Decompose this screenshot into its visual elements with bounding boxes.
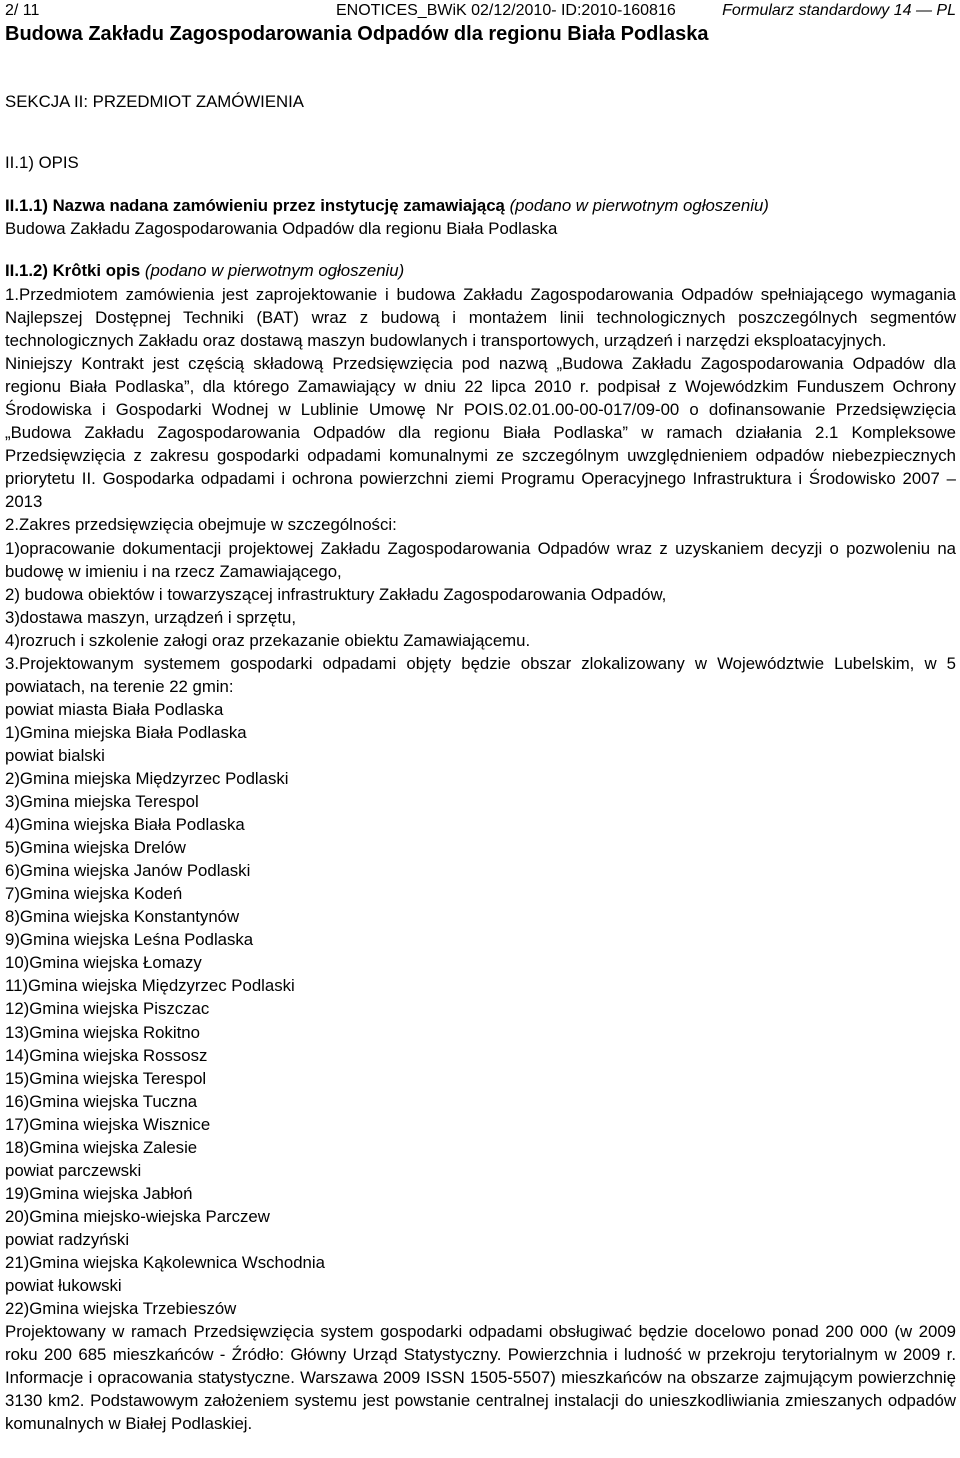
list-item: 12)Gmina wiejska Piszczac — [5, 999, 210, 1019]
short-description-label — [5, 260, 404, 282]
list-item: 15)Gmina wiejska Terespol — [5, 1068, 207, 1088]
list-item: 3)Gmina miejska Terespol — [5, 792, 199, 812]
list-item: powiat łukowski — [5, 1276, 122, 1296]
list-item: powiat miasta Biała Podlaska — [5, 699, 224, 719]
section-heading: SEKCJA II: PRZEDMIOT ZAMÓWIENIA — [5, 92, 304, 111]
system-summary-paragraph: Projektowany w ramach Przedsięwzięcia system gospodarki odpadami obsługiwać będzie docelowo ponad 200 000 (w 2009 roku 200 685 mieszkańców - Źródło: Główny Urząd Statystyczny. Powierzchnia i ludność w przekroju terytorialnym w 2009 r. Informacje i opracowania statystyczne. Warszawa 2009 ISSN 1505-5507) mieszkańców na obszarze zajmującym powierzchnię 3130 km2. Podstawowym założeniem systemu jest powstanie centralnej instalacji do unieszkodliwiania zmieszanych odpadów komunalnych w Białej Podlaskiej. — [5, 1322, 956, 1434]
list-item: 10)Gmina wiejska Łomazy — [5, 953, 202, 973]
page-number: 2/ 11 — [5, 2, 40, 19]
scope-item-3: 3)dostawa maszyn, urządzeń i sprzętu, — [5, 607, 297, 627]
contract-name-label — [5, 195, 769, 217]
contract-name-value: Budowa Zakładu Zagospodarowania Odpadów dla regionu Biała Podlaska — [5, 219, 558, 238]
list-item: 1)Gmina miejska Biała Podlaska — [5, 722, 247, 742]
list-item: powiat radzyński — [5, 1229, 130, 1249]
list-item: powiat parczewski — [5, 1160, 142, 1180]
scope-item-1: 1)opracowanie dokumentacji projektowej Zakładu Zagospodarowania Odpadów wraz z uzyskaniem decyzji o pozwoleniu na budowę w imieniu i na rzecz Zamawiającego, — [5, 538, 956, 581]
scope-item-4: 4)rozruch i szkolenie załogi oraz przekazanie obiektu Zamawiającemu. — [5, 630, 531, 650]
notice-reference: ENOTICES_BWiK 02/12/2010- ID:2010-160816 — [336, 2, 676, 19]
list-item: 6)Gmina wiejska Janów Podlaski — [5, 861, 251, 881]
list-item: 22)Gmina wiejska Trzebieszów — [5, 1299, 237, 1319]
form-identifier: Formularz standardowy 14 — PL — [722, 2, 956, 19]
list-item: 21)Gmina wiejska Kąkolewnica Wschodnia — [5, 1252, 325, 1272]
scope-intro: 2.Zakres przedsięwzięcia obejmuje w szczególności: — [5, 515, 397, 535]
list-item: 14)Gmina wiejska Rossosz — [5, 1045, 208, 1065]
short-description-note: (podano w pierwotnym ogłoszeniu) — [144, 261, 405, 280]
list-item: 5)Gmina wiejska Drelów — [5, 838, 186, 858]
list-item: 4)Gmina wiejska Biała Podlaska — [5, 815, 245, 835]
municipality-list — [5, 698, 956, 1320]
list-item: powiat bialski — [5, 745, 105, 765]
list-item: 11)Gmina wiejska Międzyrzec Podlaski — [5, 976, 295, 996]
page-header — [5, 0, 956, 22]
list-item: 17)Gmina wiejska Wisznice — [5, 1114, 211, 1134]
list-item: 8)Gmina wiejska Konstantynów — [5, 907, 240, 927]
area-intro: 3.Projektowanym systemem gospodarki odpadami objęty będzie obszar zlokalizowany w Województwie Lubelskim, w 5 powiatach, na terenie 22 gmin: — [5, 653, 956, 696]
list-item: 16)Gmina wiejska Tuczna — [5, 1091, 198, 1111]
list-item: 18)Gmina wiejska Zalesie — [5, 1137, 198, 1157]
contract-name-label-text: II.1.1) Nazwa nadana zamówieniu przez instytucję zamawiającą — [5, 196, 505, 215]
list-item: 7)Gmina wiejska Kodeń — [5, 884, 183, 904]
subsection-heading: II.1) OPIS — [5, 153, 79, 172]
list-item: 20)Gmina miejsko-wiejska Parczew — [5, 1206, 270, 1226]
description-body — [5, 283, 956, 1435]
description-paragraph-2: Niniejszy Kontrakt jest częścią składową Przedsięwzięcia pod nazwą „Budowa Zakładu Zagospodarowania Odpadów dla regionu Biała Podlaska”, dla którego Zamawiający w dniu 22 lipca 2010 r. podpisał z Wojewódzkim Funduszem Ochrony Środowiska i Gospodarki Wodnej w Lublinie Umowę Nr POIS.02.01.00-00-017/09-00 o dofinansowanie Przedsięwzięcia „Budowa Zakładu Zagospodarowania Odpadów dla regionu Biała Podlaska” w ramach działania 2.1 Kompleksowe Przedsięwzięcia z zakresu gospodarki odpadami komunalnymi ze szczególnym uwzględnieniem odpadów niebezpiecznych priorytetu II. Gospodarka odpadami i ochrona powierzchni ziemi Programu Operacyjnego Infrastruktura i Środowisko 2007 – 2013 — [5, 354, 956, 512]
list-item: 2)Gmina miejska Międzyrzec Podlaski — [5, 768, 289, 788]
list-item: 19)Gmina wiejska Jabłoń — [5, 1183, 193, 1203]
list-item: 13)Gmina wiejska Rokitno — [5, 1022, 200, 1042]
document-title: Budowa Zakładu Zagospodarowania Odpadów dla regionu Biała Podlaska — [5, 23, 709, 45]
contract-name-note: (podano w pierwotnym ogłoszeniu) — [509, 196, 769, 215]
short-description-label-text: II.1.2) Krôtki opis — [5, 261, 141, 280]
description-paragraph-1: 1.Przedmiotem zamówienia jest zaprojektowanie i budowa Zakładu Zagospodarowania Odpadów spełniającego wymagania Najlepszej Dostępnej Techniki (BAT) wraz z budową i montażem linii technologicznych poszczególnych segmentów technologicznych Zakładu oraz dostawą maszyn budowlanych i transportowych, urządzeń i narzędzi eksploatacyjnych. — [5, 285, 956, 351]
list-item: 9)Gmina wiejska Leśna Podlaska — [5, 930, 254, 950]
scope-item-2: 2) budowa obiektów i towarzyszącej infrastruktury Zakładu Zagospodarowania Odpadów, — [5, 584, 667, 604]
